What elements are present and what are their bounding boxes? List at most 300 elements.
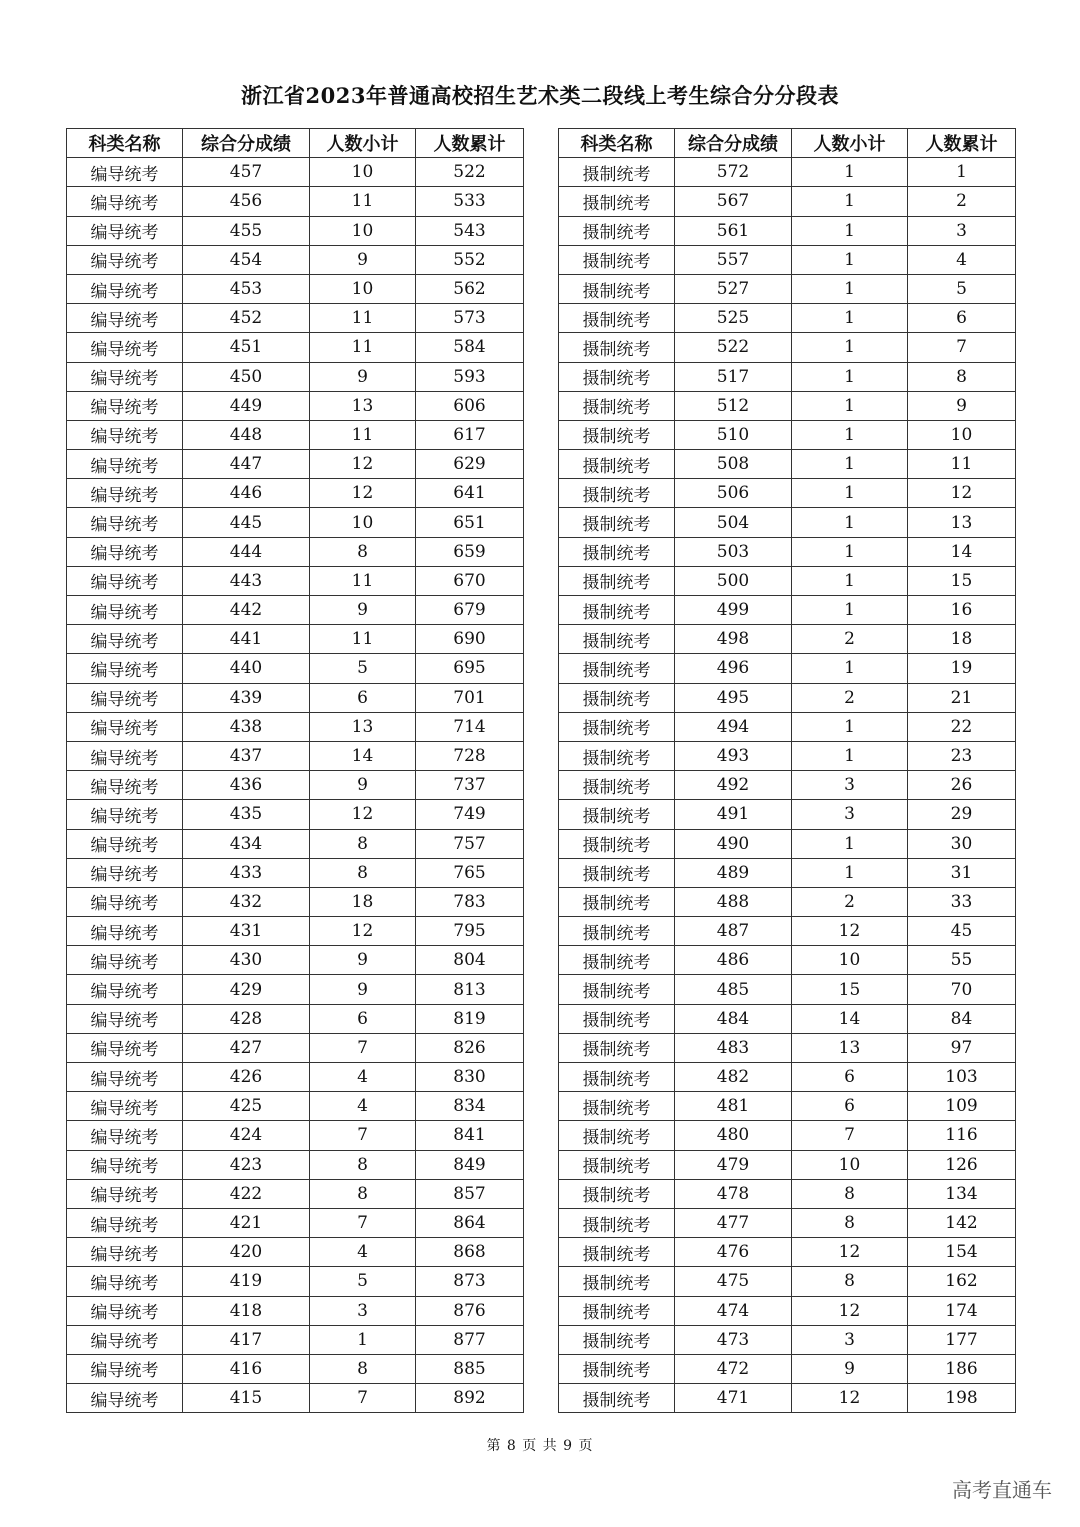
cell-category: 摄制统考 bbox=[559, 829, 675, 858]
cell-cumulative: 9 bbox=[908, 391, 1016, 420]
cell-score: 416 bbox=[183, 1354, 310, 1383]
cell-category: 编导统考 bbox=[67, 187, 183, 216]
cell-score: 490 bbox=[675, 829, 792, 858]
table-row bbox=[559, 1384, 1016, 1413]
cell-category: 摄制统考 bbox=[559, 741, 675, 770]
table-header-row bbox=[559, 129, 1016, 158]
cell-cumulative: 31 bbox=[908, 858, 1016, 887]
cell-count: 11 bbox=[310, 566, 416, 595]
cell-count: 4 bbox=[310, 1063, 416, 1092]
cell-count: 6 bbox=[310, 1004, 416, 1033]
table-row bbox=[559, 1121, 1016, 1150]
cell-count: 12 bbox=[792, 1296, 908, 1325]
cell-score: 512 bbox=[675, 391, 792, 420]
table-row bbox=[67, 362, 524, 391]
cell-count: 1 bbox=[792, 829, 908, 858]
cell-count: 11 bbox=[310, 625, 416, 654]
table-row bbox=[559, 158, 1016, 187]
cell-cumulative: 849 bbox=[416, 1150, 524, 1179]
table-row bbox=[67, 391, 524, 420]
cell-score: 492 bbox=[675, 771, 792, 800]
cell-count: 1 bbox=[792, 654, 908, 683]
table-row bbox=[67, 829, 524, 858]
cell-category: 编导统考 bbox=[67, 1150, 183, 1179]
cell-score: 423 bbox=[183, 1150, 310, 1179]
cell-category: 编导统考 bbox=[67, 1384, 183, 1413]
cell-score: 487 bbox=[675, 917, 792, 946]
cell-category: 摄制统考 bbox=[559, 625, 675, 654]
cell-category: 编导统考 bbox=[67, 304, 183, 333]
score-table-left bbox=[66, 128, 524, 1413]
cell-cumulative: 873 bbox=[416, 1267, 524, 1296]
cell-category: 编导统考 bbox=[67, 479, 183, 508]
cell-count: 14 bbox=[310, 741, 416, 770]
watermark-text: 高考直通车 bbox=[952, 1478, 1052, 1502]
cell-count: 9 bbox=[310, 946, 416, 975]
cell-score: 442 bbox=[183, 596, 310, 625]
cell-category: 编导统考 bbox=[67, 1208, 183, 1237]
cell-count: 7 bbox=[310, 1384, 416, 1413]
cell-score: 438 bbox=[183, 712, 310, 741]
cell-category: 摄制统考 bbox=[559, 391, 675, 420]
table-row bbox=[67, 508, 524, 537]
table-row bbox=[67, 712, 524, 741]
table-row bbox=[559, 712, 1016, 741]
table-row bbox=[559, 479, 1016, 508]
cell-category: 摄制统考 bbox=[559, 216, 675, 245]
table-row bbox=[559, 1179, 1016, 1208]
cell-cumulative: 892 bbox=[416, 1384, 524, 1413]
cell-cumulative: 198 bbox=[908, 1384, 1016, 1413]
cell-cumulative: 522 bbox=[416, 158, 524, 187]
cell-count: 7 bbox=[310, 1033, 416, 1062]
cell-score: 484 bbox=[675, 1004, 792, 1033]
cell-category: 摄制统考 bbox=[559, 596, 675, 625]
cell-cumulative: 8 bbox=[908, 362, 1016, 391]
cell-cumulative: 641 bbox=[416, 479, 524, 508]
cell-cumulative: 617 bbox=[416, 420, 524, 449]
table-row bbox=[559, 508, 1016, 537]
table-row bbox=[67, 1354, 524, 1383]
cell-cumulative: 177 bbox=[908, 1325, 1016, 1354]
cell-count: 3 bbox=[792, 1325, 908, 1354]
cell-category: 编导统考 bbox=[67, 712, 183, 741]
cell-score: 451 bbox=[183, 333, 310, 362]
cell-category: 摄制统考 bbox=[559, 712, 675, 741]
cell-category: 摄制统考 bbox=[559, 917, 675, 946]
cell-cumulative: 19 bbox=[908, 654, 1016, 683]
cell-score: 527 bbox=[675, 274, 792, 303]
cell-score: 437 bbox=[183, 741, 310, 770]
cell-count: 7 bbox=[310, 1121, 416, 1150]
cell-cumulative: 593 bbox=[416, 362, 524, 391]
table-row bbox=[559, 537, 1016, 566]
cell-score: 493 bbox=[675, 741, 792, 770]
cell-cumulative: 55 bbox=[908, 946, 1016, 975]
table-row bbox=[67, 596, 524, 625]
cell-score: 508 bbox=[675, 450, 792, 479]
cell-score: 567 bbox=[675, 187, 792, 216]
cell-score: 474 bbox=[675, 1296, 792, 1325]
table-header-row bbox=[67, 129, 524, 158]
cell-cumulative: 134 bbox=[908, 1179, 1016, 1208]
cell-score: 510 bbox=[675, 420, 792, 449]
cell-score: 427 bbox=[183, 1033, 310, 1062]
cell-score: 443 bbox=[183, 566, 310, 595]
table-row bbox=[67, 1296, 524, 1325]
cell-count: 8 bbox=[792, 1208, 908, 1237]
cell-count: 6 bbox=[792, 1092, 908, 1121]
table-row bbox=[67, 537, 524, 566]
cell-count: 4 bbox=[310, 1092, 416, 1121]
cell-cumulative: 701 bbox=[416, 683, 524, 712]
cell-cumulative: 783 bbox=[416, 887, 524, 916]
cell-cumulative: 12 bbox=[908, 479, 1016, 508]
table-row bbox=[67, 245, 524, 274]
cell-cumulative: 651 bbox=[416, 508, 524, 537]
cell-count: 9 bbox=[310, 975, 416, 1004]
cell-cumulative: 714 bbox=[416, 712, 524, 741]
cell-category: 编导统考 bbox=[67, 1325, 183, 1354]
table-row bbox=[559, 333, 1016, 362]
cell-score: 483 bbox=[675, 1033, 792, 1062]
cell-score: 486 bbox=[675, 946, 792, 975]
cell-score: 482 bbox=[675, 1063, 792, 1092]
table-row bbox=[559, 858, 1016, 887]
cell-category: 编导统考 bbox=[67, 216, 183, 245]
col-header-category: 科类名称 bbox=[67, 129, 183, 158]
cell-count: 1 bbox=[792, 304, 908, 333]
table-row bbox=[559, 304, 1016, 333]
table-row bbox=[67, 1208, 524, 1237]
cell-cumulative: 834 bbox=[416, 1092, 524, 1121]
cell-score: 475 bbox=[675, 1267, 792, 1296]
table-row bbox=[67, 1179, 524, 1208]
cell-cumulative: 3 bbox=[908, 216, 1016, 245]
cell-count: 8 bbox=[310, 537, 416, 566]
table-row bbox=[67, 158, 524, 187]
cell-category: 编导统考 bbox=[67, 917, 183, 946]
table-row bbox=[559, 683, 1016, 712]
table-row bbox=[559, 245, 1016, 274]
cell-category: 编导统考 bbox=[67, 450, 183, 479]
cell-cumulative: 606 bbox=[416, 391, 524, 420]
cell-count: 12 bbox=[310, 917, 416, 946]
cell-cumulative: 573 bbox=[416, 304, 524, 333]
cell-score: 494 bbox=[675, 712, 792, 741]
cell-category: 编导统考 bbox=[67, 1296, 183, 1325]
cell-cumulative: 826 bbox=[416, 1033, 524, 1062]
col-header-cumulative: 人数累计 bbox=[908, 129, 1016, 158]
cell-cumulative: 13 bbox=[908, 508, 1016, 537]
cell-category: 编导统考 bbox=[67, 566, 183, 595]
cell-category: 编导统考 bbox=[67, 1121, 183, 1150]
cell-cumulative: 162 bbox=[908, 1267, 1016, 1296]
cell-count: 7 bbox=[310, 1208, 416, 1237]
cell-score: 419 bbox=[183, 1267, 310, 1296]
cell-cumulative: 21 bbox=[908, 683, 1016, 712]
cell-count: 8 bbox=[792, 1267, 908, 1296]
cell-score: 503 bbox=[675, 537, 792, 566]
table-row bbox=[559, 1354, 1016, 1383]
cell-count: 13 bbox=[792, 1033, 908, 1062]
cell-category: 摄制统考 bbox=[559, 1121, 675, 1150]
cell-count: 13 bbox=[310, 391, 416, 420]
cell-category: 编导统考 bbox=[67, 362, 183, 391]
cell-category: 摄制统考 bbox=[559, 245, 675, 274]
cell-category: 摄制统考 bbox=[559, 1296, 675, 1325]
cell-category: 摄制统考 bbox=[559, 362, 675, 391]
table-row bbox=[559, 625, 1016, 654]
cell-cumulative: 29 bbox=[908, 800, 1016, 829]
cell-cumulative: 728 bbox=[416, 741, 524, 770]
cell-score: 444 bbox=[183, 537, 310, 566]
cell-category: 摄制统考 bbox=[559, 887, 675, 916]
cell-count: 3 bbox=[310, 1296, 416, 1325]
table-row bbox=[67, 800, 524, 829]
cell-cumulative: 30 bbox=[908, 829, 1016, 858]
cell-score: 450 bbox=[183, 362, 310, 391]
cell-count: 11 bbox=[310, 333, 416, 362]
cell-cumulative: 33 bbox=[908, 887, 1016, 916]
table-row bbox=[559, 800, 1016, 829]
table-row bbox=[67, 654, 524, 683]
col-header-cumulative: 人数累计 bbox=[416, 129, 524, 158]
cell-cumulative: 690 bbox=[416, 625, 524, 654]
table-row bbox=[559, 946, 1016, 975]
cell-count: 1 bbox=[792, 596, 908, 625]
cell-category: 摄制统考 bbox=[559, 1179, 675, 1208]
cell-category: 编导统考 bbox=[67, 274, 183, 303]
table-row bbox=[67, 420, 524, 449]
cell-category: 摄制统考 bbox=[559, 858, 675, 887]
table-row bbox=[559, 1325, 1016, 1354]
cell-cumulative: 2 bbox=[908, 187, 1016, 216]
score-table-right bbox=[558, 128, 1016, 1413]
cell-count: 12 bbox=[792, 1384, 908, 1413]
cell-score: 476 bbox=[675, 1238, 792, 1267]
col-header-score: 综合分成绩 bbox=[675, 129, 792, 158]
table-row bbox=[67, 683, 524, 712]
table-row bbox=[67, 1325, 524, 1354]
cell-cumulative: 830 bbox=[416, 1063, 524, 1092]
table-row bbox=[559, 216, 1016, 245]
table-row bbox=[67, 946, 524, 975]
cell-count: 12 bbox=[792, 917, 908, 946]
cell-count: 13 bbox=[310, 712, 416, 741]
cell-count: 8 bbox=[310, 1150, 416, 1179]
cell-category: 编导统考 bbox=[67, 420, 183, 449]
cell-count: 11 bbox=[310, 304, 416, 333]
cell-cumulative: 819 bbox=[416, 1004, 524, 1033]
cell-cumulative: 813 bbox=[416, 975, 524, 1004]
table-row bbox=[559, 975, 1016, 1004]
cell-category: 摄制统考 bbox=[559, 420, 675, 449]
cell-cumulative: 97 bbox=[908, 1033, 1016, 1062]
cell-count: 3 bbox=[792, 800, 908, 829]
cell-cumulative: 552 bbox=[416, 245, 524, 274]
cell-category: 摄制统考 bbox=[559, 1354, 675, 1383]
cell-score: 457 bbox=[183, 158, 310, 187]
cell-cumulative: 877 bbox=[416, 1325, 524, 1354]
table-row bbox=[67, 304, 524, 333]
cell-count: 6 bbox=[792, 1063, 908, 1092]
cell-cumulative: 841 bbox=[416, 1121, 524, 1150]
cell-score: 433 bbox=[183, 858, 310, 887]
cell-category: 摄制统考 bbox=[559, 537, 675, 566]
table-row bbox=[67, 566, 524, 595]
cell-category: 摄制统考 bbox=[559, 1208, 675, 1237]
table-row bbox=[67, 274, 524, 303]
cell-category: 编导统考 bbox=[67, 771, 183, 800]
cell-category: 编导统考 bbox=[67, 975, 183, 1004]
cell-count: 3 bbox=[792, 771, 908, 800]
cell-category: 摄制统考 bbox=[559, 304, 675, 333]
cell-score: 415 bbox=[183, 1384, 310, 1413]
page-number: 第 8 页 共 9 页 bbox=[486, 1438, 594, 1454]
cell-score: 572 bbox=[675, 158, 792, 187]
table-row bbox=[67, 187, 524, 216]
cell-count: 1 bbox=[792, 566, 908, 595]
table-row bbox=[559, 450, 1016, 479]
cell-category: 摄制统考 bbox=[559, 158, 675, 187]
cell-score: 431 bbox=[183, 917, 310, 946]
cell-cumulative: 142 bbox=[908, 1208, 1016, 1237]
cell-cumulative: 45 bbox=[908, 917, 1016, 946]
cell-category: 摄制统考 bbox=[559, 479, 675, 508]
cell-count: 4 bbox=[310, 1238, 416, 1267]
cell-category: 编导统考 bbox=[67, 158, 183, 187]
cell-count: 1 bbox=[792, 333, 908, 362]
cell-score: 428 bbox=[183, 1004, 310, 1033]
cell-cumulative: 868 bbox=[416, 1238, 524, 1267]
cell-count: 1 bbox=[792, 245, 908, 274]
table-row bbox=[559, 566, 1016, 595]
table-row bbox=[559, 829, 1016, 858]
cell-category: 摄制统考 bbox=[559, 1325, 675, 1354]
cell-category: 编导统考 bbox=[67, 245, 183, 274]
cell-category: 摄制统考 bbox=[559, 654, 675, 683]
cell-count: 1 bbox=[792, 450, 908, 479]
table-row bbox=[67, 1092, 524, 1121]
page-title: 浙江省2023年普通高校招生艺术类二段线上考生综合分分段表 bbox=[241, 83, 839, 108]
cell-category: 摄制统考 bbox=[559, 333, 675, 362]
cell-score: 432 bbox=[183, 887, 310, 916]
cell-score: 435 bbox=[183, 800, 310, 829]
table-row bbox=[559, 1092, 1016, 1121]
cell-cumulative: 18 bbox=[908, 625, 1016, 654]
cell-category: 编导统考 bbox=[67, 1092, 183, 1121]
cell-cumulative: 584 bbox=[416, 333, 524, 362]
cell-score: 557 bbox=[675, 245, 792, 274]
cell-count: 12 bbox=[310, 479, 416, 508]
cell-category: 编导统考 bbox=[67, 946, 183, 975]
cell-category: 编导统考 bbox=[67, 858, 183, 887]
cell-score: 480 bbox=[675, 1121, 792, 1150]
cell-score: 478 bbox=[675, 1179, 792, 1208]
cell-score: 448 bbox=[183, 420, 310, 449]
cell-count: 8 bbox=[310, 829, 416, 858]
cell-score: 422 bbox=[183, 1179, 310, 1208]
cell-count: 8 bbox=[792, 1179, 908, 1208]
cell-cumulative: 679 bbox=[416, 596, 524, 625]
cell-score: 525 bbox=[675, 304, 792, 333]
cell-category: 编导统考 bbox=[67, 596, 183, 625]
cell-category: 编导统考 bbox=[67, 829, 183, 858]
cell-count: 10 bbox=[792, 1150, 908, 1179]
cell-cumulative: 876 bbox=[416, 1296, 524, 1325]
cell-cumulative: 659 bbox=[416, 537, 524, 566]
cell-count: 1 bbox=[792, 858, 908, 887]
table-body-right bbox=[559, 158, 1016, 1413]
cell-cumulative: 116 bbox=[908, 1121, 1016, 1150]
cell-score: 491 bbox=[675, 800, 792, 829]
cell-count: 9 bbox=[310, 362, 416, 391]
cell-score: 522 bbox=[675, 333, 792, 362]
cell-category: 编导统考 bbox=[67, 1063, 183, 1092]
table-row bbox=[559, 1150, 1016, 1179]
table-row bbox=[67, 1004, 524, 1033]
cell-cumulative: 670 bbox=[416, 566, 524, 595]
table-row bbox=[559, 741, 1016, 770]
cell-cumulative: 109 bbox=[908, 1092, 1016, 1121]
table-row bbox=[67, 333, 524, 362]
cell-score: 440 bbox=[183, 654, 310, 683]
cell-score: 485 bbox=[675, 975, 792, 1004]
cell-count: 1 bbox=[792, 741, 908, 770]
cell-category: 摄制统考 bbox=[559, 1384, 675, 1413]
cell-count: 10 bbox=[792, 946, 908, 975]
cell-count: 2 bbox=[792, 625, 908, 654]
cell-score: 456 bbox=[183, 187, 310, 216]
cell-count: 1 bbox=[792, 391, 908, 420]
cell-cumulative: 4 bbox=[908, 245, 1016, 274]
cell-score: 447 bbox=[183, 450, 310, 479]
cell-category: 摄制统考 bbox=[559, 946, 675, 975]
cell-score: 430 bbox=[183, 946, 310, 975]
cell-cumulative: 84 bbox=[908, 1004, 1016, 1033]
cell-cumulative: 749 bbox=[416, 800, 524, 829]
cell-count: 10 bbox=[310, 216, 416, 245]
cell-count: 5 bbox=[310, 1267, 416, 1296]
cell-cumulative: 14 bbox=[908, 537, 1016, 566]
cell-cumulative: 795 bbox=[416, 917, 524, 946]
cell-score: 434 bbox=[183, 829, 310, 858]
cell-count: 1 bbox=[792, 712, 908, 741]
cell-category: 摄制统考 bbox=[559, 683, 675, 712]
cell-category: 编导统考 bbox=[67, 654, 183, 683]
cell-count: 10 bbox=[310, 274, 416, 303]
cell-count: 1 bbox=[792, 216, 908, 245]
cell-score: 479 bbox=[675, 1150, 792, 1179]
cell-category: 编导统考 bbox=[67, 391, 183, 420]
table-body-left bbox=[67, 158, 524, 1413]
cell-count: 12 bbox=[792, 1238, 908, 1267]
table-row bbox=[559, 362, 1016, 391]
cell-cumulative: 804 bbox=[416, 946, 524, 975]
cell-category: 编导统考 bbox=[67, 1354, 183, 1383]
cell-cumulative: 103 bbox=[908, 1063, 1016, 1092]
table-row bbox=[67, 858, 524, 887]
cell-score: 441 bbox=[183, 625, 310, 654]
cell-category: 编导统考 bbox=[67, 683, 183, 712]
cell-score: 477 bbox=[675, 1208, 792, 1237]
table-row bbox=[67, 450, 524, 479]
cell-cumulative: 11 bbox=[908, 450, 1016, 479]
cell-cumulative: 22 bbox=[908, 712, 1016, 741]
cell-count: 1 bbox=[792, 508, 908, 537]
cell-count: 1 bbox=[792, 537, 908, 566]
